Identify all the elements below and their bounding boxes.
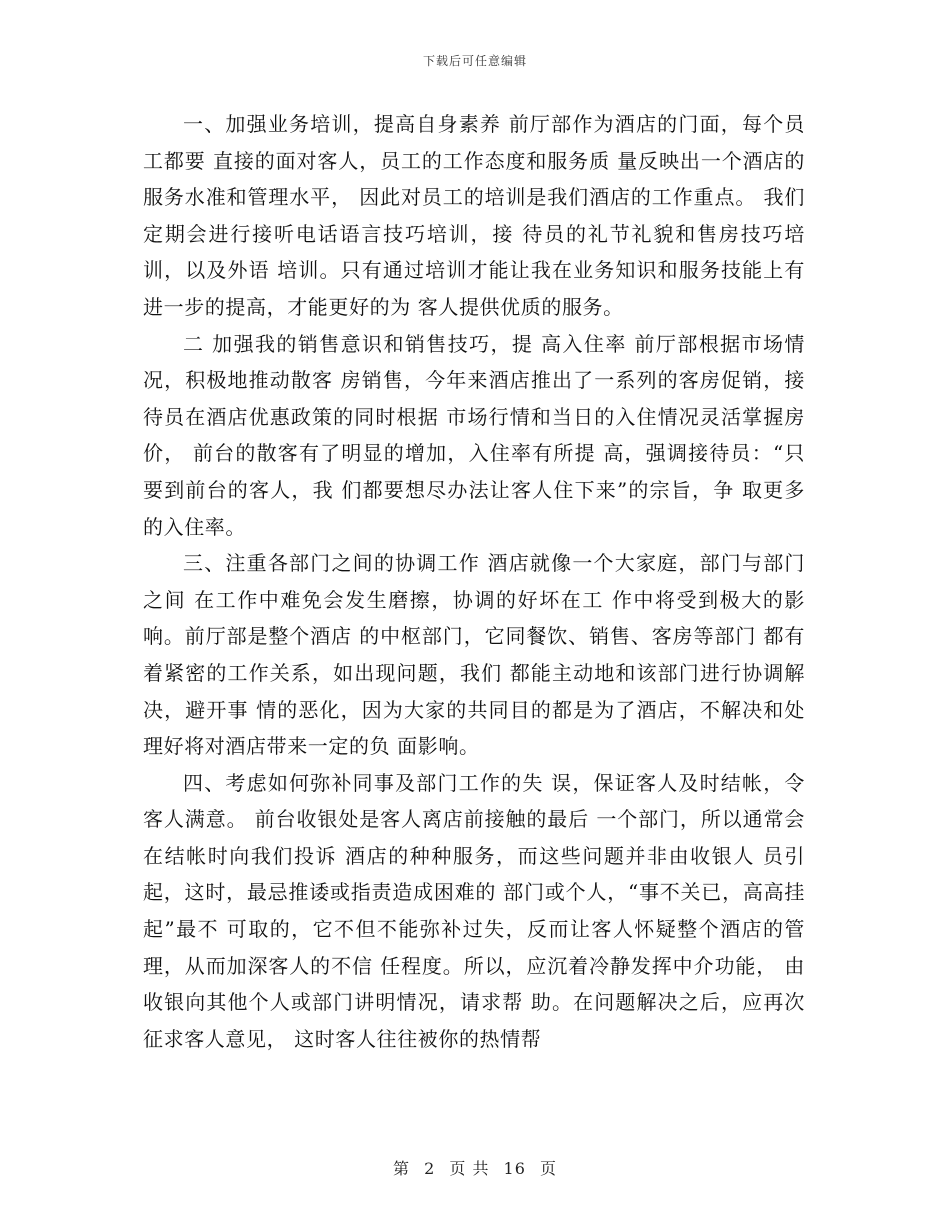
paragraph-3: 三、注重各部门之间的协调工作 酒店就像一个大家庭，部门与部门之间 在工作中难免会发生磨擦，协调的好坏在工 作中将受到极大的影响。前厅部是整个酒店 的中枢部门，它同餐饮、销售、客房等部门 都有着紧密的工作关系，如出现问题，我们 都能主动地和该部门进行协调解决，避开事 情的恶化，因为大家的共同目的都是为了酒店，不解决和处理好将对酒店带来一定的负 面影响。: [143, 551, 805, 759]
document-body: [143, 106, 805, 1057]
footer-total-pages: 16: [503, 1159, 526, 1178]
page-header: 下载后可任意编辑: [422, 54, 527, 68]
page-footer: [0, 1156, 950, 1179]
footer-current-page: 2: [424, 1159, 436, 1178]
footer-prefix: 第: [392, 1159, 410, 1178]
paragraph-2: 二 加强我的销售意识和销售技巧，提 高入住率 前厅部根据市场情况，积极地推动散客 房销售，今年来酒店推出了一系列的客房促销，接待员在酒店优惠政策的同时根据 市场行情和当日的入住情况灵活掌握房价， 前台的散客有了明显的增加，入住率有所提 高，强调接待员：“只要到前台的客人，我 们都要想尽办法让客人住下来”的宗旨，争 取更多的入住率。: [143, 331, 805, 539]
paragraph-1: 一、加强业务培训，提高自身素养 前厅部作为酒店的门面，每个员工都要 直接的面对客人，员工的工作态度和服务质 量反映出一个酒店的服务水准和管理水平， 因此对员工的培训是我们酒店的工作重点。 我们定期会进行接听电话语言技巧培训，接 待员的礼节礼貌和售房技巧培训，以及外语 培训。只有通过培训才能让我在业务知识和服务技能上有进一步的提高，才能更好的为 客人提供优质的服务。: [143, 112, 805, 319]
footer-suffix: 页: [540, 1159, 558, 1178]
paragraph-4: 四、考虑如何弥补同事及部门工作的失 误，保证客人及时结帐，令客人满意。 前台收银处是客人离店前接触的最后 一个部门，所以通常会在结帐时向我们投诉 酒店的种种服务，而这些问题并非由收银人 员引起，这时，最忌推诿或指责造成困难的 部门或个人，“事不关已，高高挂起”最不 可取的，它不但不能弥补过失，反而让客人怀疑整个酒店的管理，从而加深客人的不信 任程度。所以，应沉着冷静发挥中介功能， 由收银向其他个人或部门讲明情况，请求帮 助。在问题解决之后，应再次征求客人意见， 这时客人往往被你的热情帮: [143, 770, 805, 1051]
footer-middle: 页 共: [449, 1159, 490, 1178]
